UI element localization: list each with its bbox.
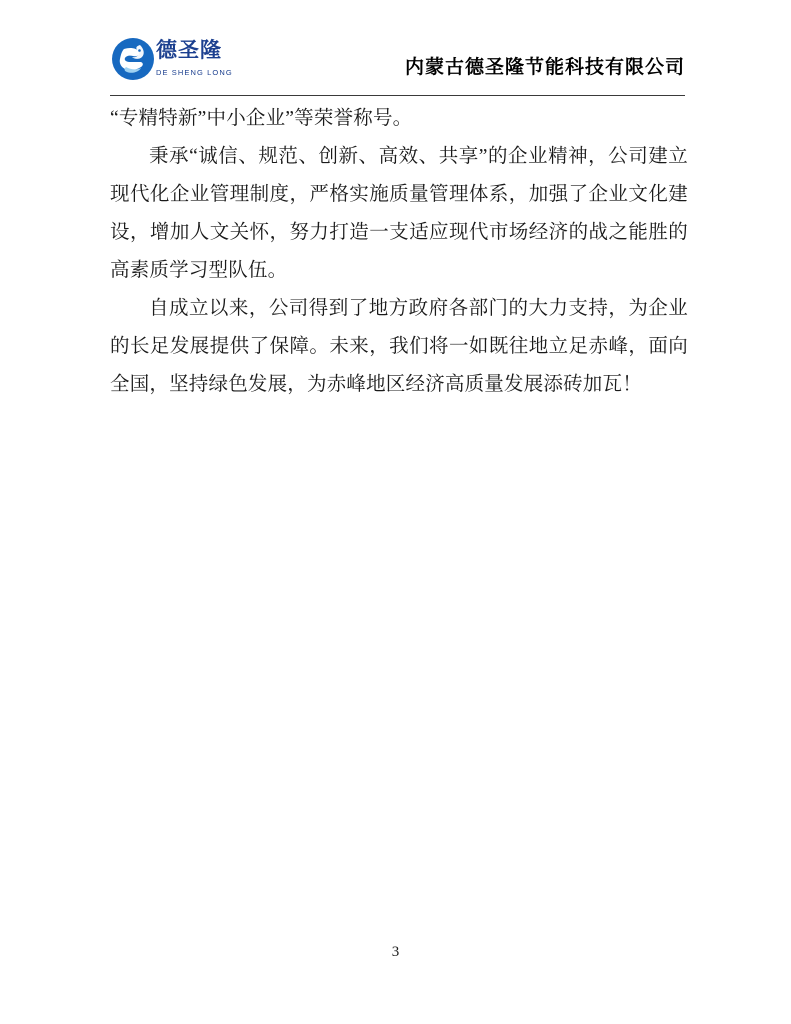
page-number: 3 xyxy=(391,944,400,960)
header-divider xyxy=(110,95,685,96)
dragon-s-logo-icon xyxy=(110,36,156,82)
paragraph: “专精特新”中小企业”等荣誉称号。 xyxy=(110,108,413,129)
logo-chinese-name: 德圣隆 xyxy=(156,38,222,62)
company-logo xyxy=(110,34,233,86)
company-title: 内蒙古德圣隆节能科技有限公司 xyxy=(404,57,685,78)
logo-wordmark xyxy=(156,38,233,82)
paragraph: 自成立以来，公司得到了地方政府各部门的大力支持，为企业的长足发展提供了保障。未来，我们将一如既往地立足赤峰，面向全国，坚持绿色发展，为赤峰地区经济高质量发展添砖加瓦！ xyxy=(110,298,688,395)
paragraph: 秉承“诚信、规范、创新、高效、共享”的企业精神，公司建立现代化企业管理制度，严格实施质量管理体系，加强了企业文化建设，增加人文关怀，努力打造一支适应现代市场经济的战之能胜的高素质学习型队伍。 xyxy=(110,146,688,281)
document-body xyxy=(110,100,688,404)
logo-english-name: DE SHENG LONG xyxy=(156,68,233,77)
page-header xyxy=(110,30,685,92)
